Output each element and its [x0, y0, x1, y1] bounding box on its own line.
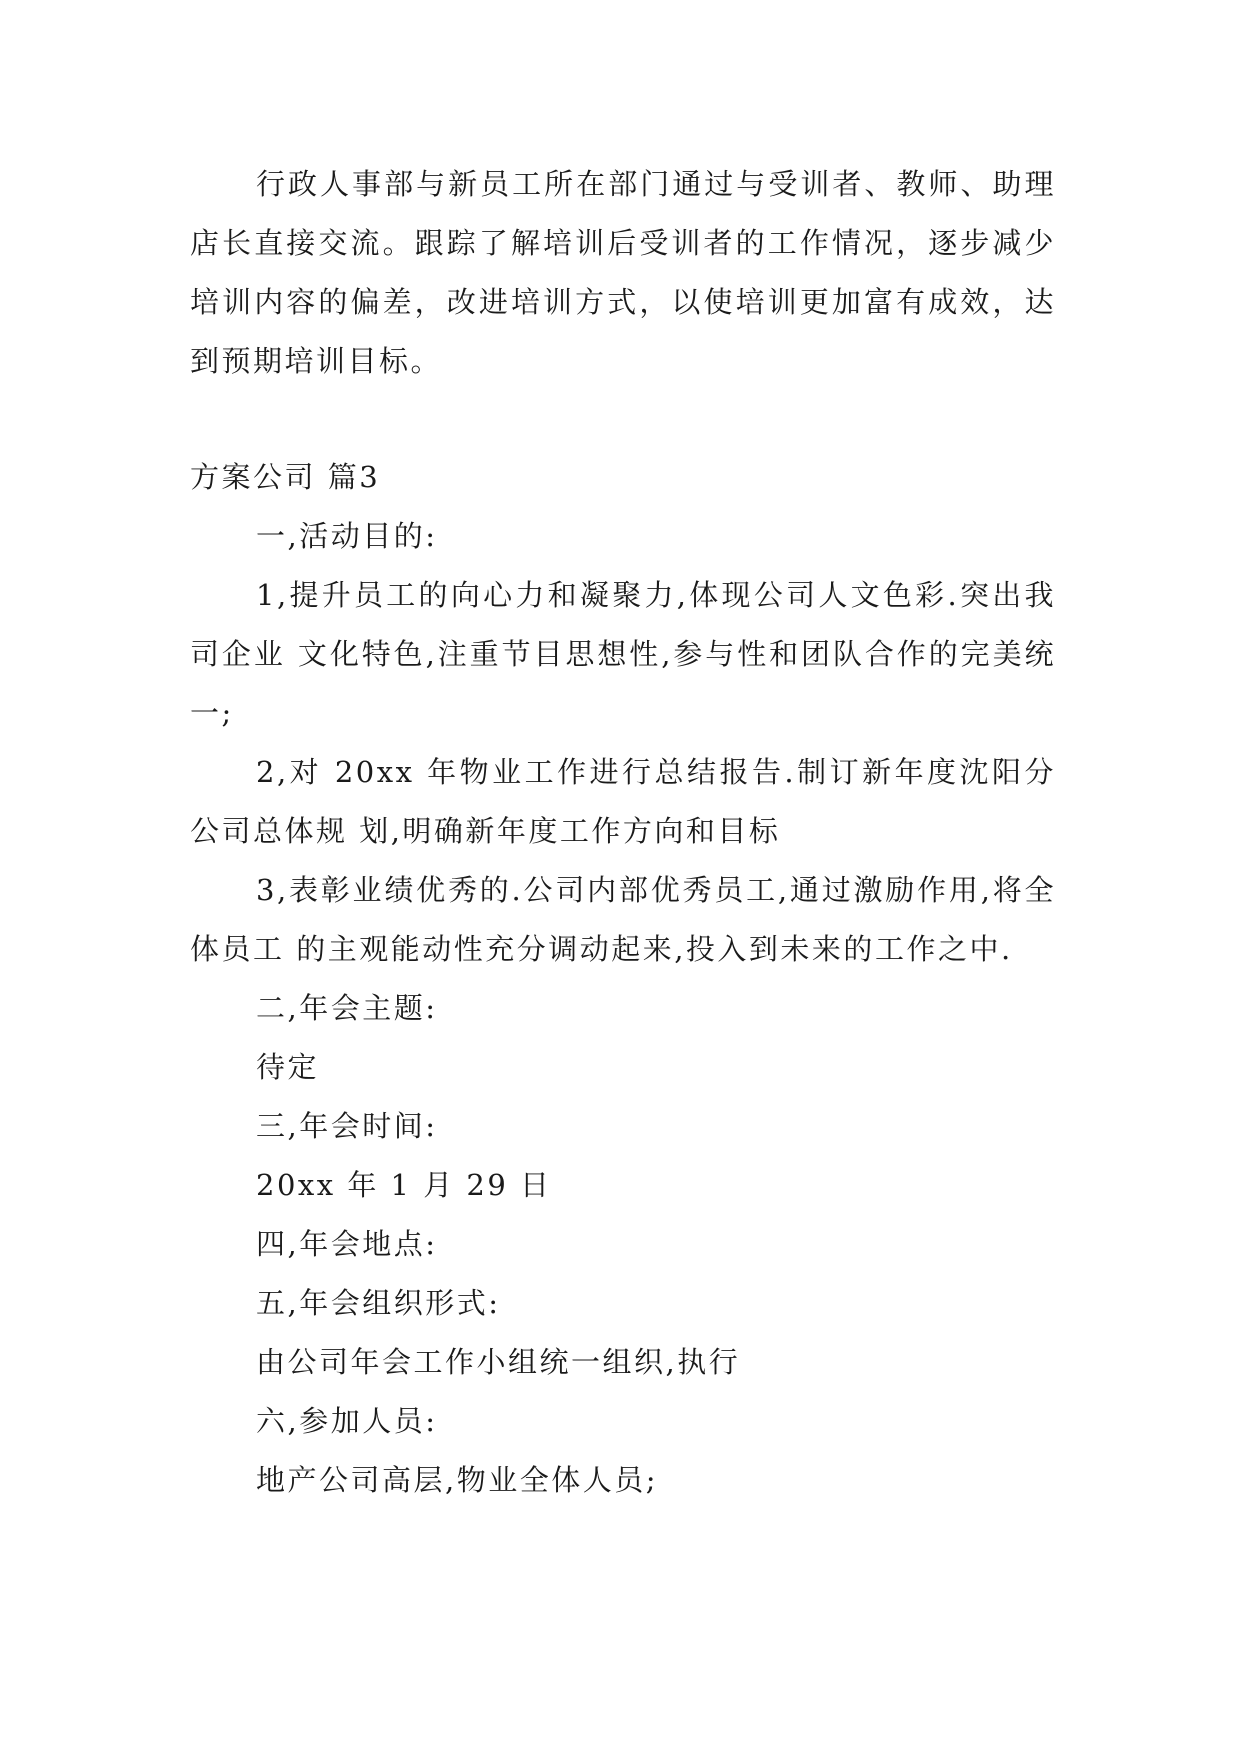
format-heading: 五,年会组织形式: [256, 1286, 501, 1320]
purpose-item-1: 1,提升员工的向心力和凝聚力,体现公司人文色彩.突出我司企业 文化特色,注重节目思想性,参与性和团队合作的完美统一; [190, 578, 1056, 730]
time-heading: 三,年会时间: [256, 1109, 438, 1143]
purpose-heading: 一,活动目的: [256, 519, 438, 553]
participants-value: 地产公司高层,物业全体人员; [256, 1463, 658, 1497]
section-heading: 方案公司 篇3 [190, 460, 381, 494]
document-page [190, 155, 1056, 1510]
theme-heading: 二,年会主题: [256, 991, 438, 1025]
location-heading: 四,年会地点: [256, 1227, 438, 1261]
time-value: 20xx 年 1 月 29 日 [256, 1168, 552, 1202]
purpose-item-3: 3,表彰业绩优秀的.公司内部优秀员工,通过激励作用,将全体员工 的主观能动性充分调动起来,投入到未来的工作之中. [190, 873, 1056, 966]
purpose-item-2: 2,对 20xx 年物业工作进行总结报告.制订新年度沈阳分公司总体规 划,明确新年度工作方向和目标 [190, 755, 1056, 848]
format-value: 由公司年会工作小组统一组织,执行 [256, 1345, 741, 1379]
participants-heading: 六,参加人员: [256, 1404, 438, 1438]
intro-paragraph: 行政人事部与新员工所在部门通过与受训者、教师、助理店长直接交流。跟踪了解培训后受训者的工作情况，逐步减少培训内容的偏差，改进培训方式，以使培训更加富有成效，达到预期培训目标。 [190, 167, 1056, 378]
theme-value: 待定 [256, 1050, 320, 1084]
